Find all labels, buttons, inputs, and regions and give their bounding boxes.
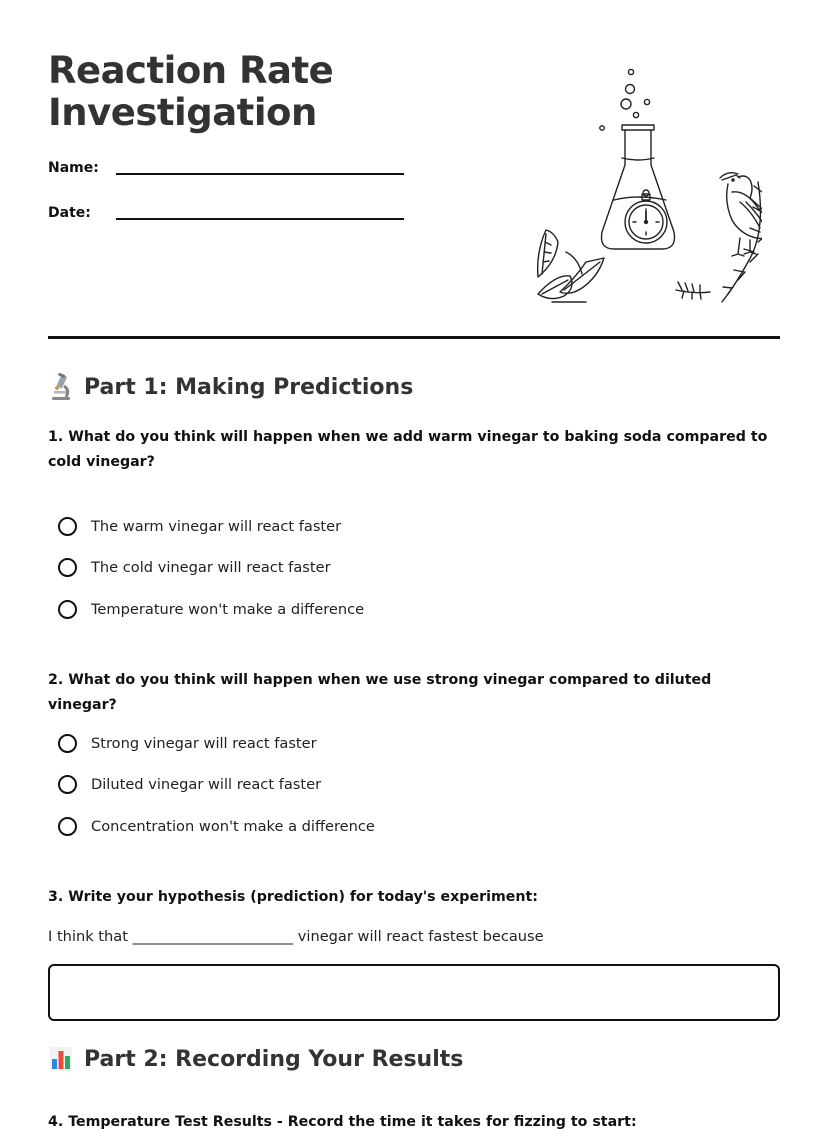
question-1: 1. What do you think will happen when we add warm vinegar to baking soda compared to cold vinegar? — [48, 429, 768, 470]
bar-chart-icon — [48, 1045, 74, 1073]
radio-button[interactable] — [58, 517, 77, 536]
name-label: Name: — [48, 160, 99, 176]
q1-option-cold[interactable] — [58, 558, 331, 577]
page-title: Reaction Rate Investigation — [48, 49, 334, 134]
radio-button[interactable] — [58, 734, 77, 753]
q1-option-no-difference[interactable] — [58, 600, 364, 619]
microscope-icon — [48, 373, 74, 401]
radio-button[interactable] — [58, 817, 77, 836]
flask-stopwatch-bird-leaves-illustration — [526, 62, 762, 312]
question-2: 2. What do you think will happen when we use strong vinegar compared to diluted vinegar? — [48, 672, 712, 713]
option-label: Temperature won't make a difference — [91, 601, 365, 618]
radio-button[interactable] — [58, 558, 77, 577]
radio-button[interactable] — [58, 775, 77, 794]
question-4: 4. Temperature Test Results - Record the time it takes for fizzing to start: — [48, 1114, 637, 1130]
q2-option-no-difference[interactable] — [58, 817, 375, 836]
question-3: 3. Write your hypothesis (prediction) for today's experiment: — [48, 889, 538, 905]
q2-option-strong[interactable] — [58, 734, 317, 753]
part2-title-text: Part 2: Recording Your Results — [84, 1046, 464, 1072]
hypothesis-answer-box[interactable] — [48, 964, 780, 1021]
part1-title-text: Part 1: Making Predictions — [84, 374, 414, 400]
header-divider — [48, 336, 780, 339]
worksheet-page — [48, 0, 780, 1130]
part2-title — [48, 1045, 463, 1073]
name-line[interactable] — [116, 173, 404, 175]
date-line[interactable] — [116, 218, 404, 220]
part1-title — [48, 373, 413, 401]
option-label: Diluted vinegar will react faster — [91, 776, 322, 793]
radio-button[interactable] — [58, 600, 77, 619]
option-label: Concentration won't make a difference — [91, 818, 375, 835]
q1-option-warm[interactable] — [58, 517, 341, 536]
date-label: Date: — [48, 205, 91, 221]
option-label: The warm vinegar will react faster — [91, 518, 342, 535]
date-field — [48, 205, 91, 221]
option-label: Strong vinegar will react faster — [91, 735, 317, 752]
q2-option-diluted[interactable] — [58, 775, 321, 794]
hypothesis-sentence: I think that ______________________ vinegar will react fastest because — [48, 928, 544, 945]
option-label: The cold vinegar will react faster — [91, 559, 331, 576]
name-field — [48, 160, 99, 176]
